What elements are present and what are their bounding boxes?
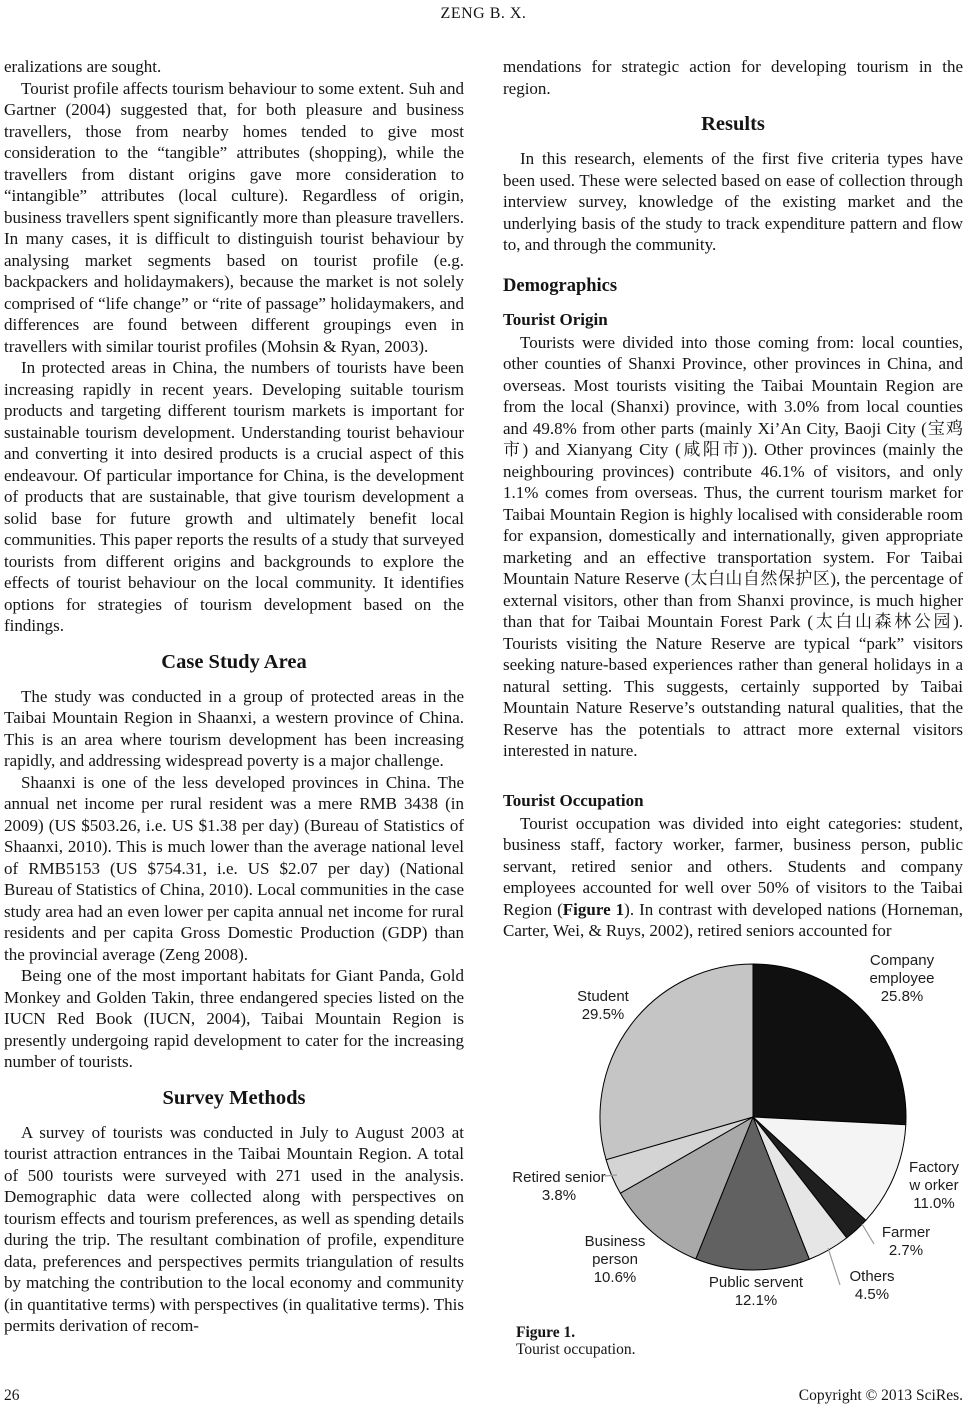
figure-1-pie-chart bbox=[503, 952, 967, 1310]
pie-label-line: 25.8% bbox=[880, 987, 924, 1005]
pie-label-student bbox=[533, 988, 673, 1024]
pie-label-line: Company bbox=[869, 951, 935, 969]
figure-1-caption bbox=[516, 1324, 963, 1359]
pie-label-line: Farmer bbox=[881, 1223, 931, 1241]
pie-label-line: Student bbox=[577, 987, 629, 1005]
pie-label-public-servent bbox=[683, 1274, 829, 1310]
paragraph-case-study-1: The study was conducted in a group of protected areas in the Taibai Mountain Region in Shaanxi, a western province of China. This is an area where tourism development has been increasing rapidly, and addressing widespread poverty is a major challenge. bbox=[4, 686, 464, 770]
paragraph-continuation-left: eralizations are sought. bbox=[4, 57, 162, 76]
heading-results: Results bbox=[701, 113, 765, 135]
pie-label-line: 11.0% bbox=[913, 1194, 955, 1212]
running-head: ZENG B. X. bbox=[440, 5, 527, 22]
pie-label-line: Public servent bbox=[708, 1273, 804, 1291]
pie-label-line: 10.6% bbox=[593, 1268, 637, 1286]
paragraph-protected-areas: In protected areas in China, the numbers of tourists have been increasing rapidly in recent years. Developing suitable tourism products and targeting different tourism markets is important for sustainable tourism development. Understanding tourist behaviour and converting it into desired products is a crucial aspect of this endeavour. Of particular importance for China, is the development of products that are sustainable, that give tourism development a solid base for future growth and ultimately benefit local communities. This paper reports the results of a study that surveyed tourists from different origins and backgrounds to explore the effects of tourist behaviour on the local community. It identifies options for strategies of tourism development based on the findings. bbox=[4, 358, 465, 635]
pie-label-retired-senior bbox=[500, 1169, 618, 1205]
pie-label-line: person bbox=[592, 1250, 638, 1268]
page-number: 26 bbox=[4, 1387, 20, 1404]
page-columns bbox=[4, 56, 963, 1359]
pie-label-line: 12.1% bbox=[734, 1291, 778, 1309]
left-column bbox=[4, 56, 464, 1359]
pie-label-line: Retired senior bbox=[512, 1168, 606, 1186]
pie-label-farmer bbox=[868, 1224, 944, 1260]
paragraph-case-study-3: Being one of the most important habitats for Giant Panda, Gold Monkey and Golden Takin, three endangered species listed on the IUCN Red Book (IUCN, 2004), Taibai Mountain Region is presently undergoing rapid development to cater for the increasing number of tourists. bbox=[4, 966, 464, 1071]
pie-label-line: w orker bbox=[909, 1176, 959, 1194]
paragraph-case-study-2: Shaanxi is one of the less developed provinces in China. The annual net income per rural resident was a mere RMB 3438 (in 2009) (US $503.26, i.e. US $1.38 per day) (Bureau of Statistics of Shaanxi, 2010). This is much lower than the average national level of RMB5153 (US $754.31, i.e. US $2.07 per day) (National Bureau of Statistics of China, 2010). Local communities in the case study area had an even lower per capita annual net income for rural residents and per capita Gross Domestic Production (GDP) than the provincial average (Zeng 2008). bbox=[4, 772, 464, 964]
figure-caption-label: Figure 1. bbox=[516, 1323, 576, 1341]
paragraph-results: In this research, elements of the first five criteria types have been used. These were selected based on ease of collection through interview survey, knowledge of the existing market and the underlying basis of the study to track expenditure pattern and flow to, and through the community. bbox=[503, 149, 963, 254]
pie-label-business-person bbox=[560, 1233, 670, 1287]
paragraph-tourist-occupation bbox=[503, 813, 963, 942]
pie-label-others bbox=[834, 1268, 910, 1304]
figure-1-reference: Figure 1 bbox=[562, 899, 625, 919]
paragraph-survey-methods: A survey of tourists was conducted in July to August 2003 at tourist attraction entrances in the Taibai Mountain Region. A total of 500 tourists were surveyed with 271 used in the analysis. Demographic data were collected along with perspectives on tourism effects and tourism preferences, as well as spending details during the trip. The resultant combination of profile, expenditure data, preferences and perspectives permits triangulation of results by matching the contribution to the local economy and community (in quantitative terms) with perspectives (in qualitative terms). This permits derivation of recom- bbox=[4, 1122, 464, 1335]
heading-case-study-area: Case Study Area bbox=[161, 650, 307, 673]
pie-label-line: Business bbox=[584, 1232, 646, 1250]
right-column bbox=[503, 56, 963, 1359]
paragraph-continuation-right: mendations for strategic action for developing tourism in the region. bbox=[503, 57, 963, 98]
occupation-text-after: ). In contrast with developed nations (Horneman, Carter, Wei, & Ruys, 2002), retired seniors accounted for bbox=[503, 899, 963, 940]
pie-label-line: employee bbox=[869, 969, 935, 987]
paragraph-tourist-origin: Tourists were divided into those coming from: local counties, other counties of Shanxi Province, other provinces in China, and overseas. Most tourists visiting the Taibai Mountain Region are from the local (Shanxi) province, with 3.0% from local counties and 49.8% from other parts (mainly Xi’An City, Baoji City (宝鸡市) and Xianyang City (咸阳市)). Other provinces (mainly the neighbouring provinces) contribute 46.1% of visitors, and only 1.1% comes from overseas. Thus, the current tourism market for Taibai Mountain Region is highly localised with considerable room for expansion, domestically and internationally, given appropriate marketing and an effective transportation system. For Taibai Mountain Nature Reserve (太白山自然保护区), the percentage of external visitors, other than from Shanxi province, is much higher than that for Taibai Mountain Forest Park (太白山森林公园). Tourists visiting the Nature Reserve are typical “park” visitors seeking nature-based experiences rather than general holidays in a natural setting. This suggests, certainly supported by Taibai Mountain Nature Reserve’s outstanding natural qualities, that the Reserve has the potentials to attract more external visitors interested in nature. bbox=[503, 332, 963, 760]
occupation-text-before: Tourist occupation was divided into eight categories: student, business staff, factory worker, farmer, business person, public servant, retired senior and others. Students and company employees accounted for well over 50% of visitors to the Taibai Region ( bbox=[503, 813, 963, 919]
pie-label-line: 2.7% bbox=[888, 1241, 924, 1259]
heading-survey-methods: Survey Methods bbox=[162, 1086, 306, 1109]
pie-label-line: 4.5% bbox=[854, 1285, 890, 1303]
pie-label-line: 3.8% bbox=[541, 1186, 577, 1204]
heading-tourist-origin: Tourist Origin bbox=[503, 309, 608, 329]
pie-label-line: Factory bbox=[908, 1158, 959, 1176]
copyright-notice: Copyright © 2013 SciRes. bbox=[798, 1387, 963, 1404]
figure-caption-text: Tourist occupation. bbox=[516, 1341, 636, 1358]
pie-label-line: 29.5% bbox=[581, 1005, 625, 1023]
pie-label-line: Others bbox=[849, 1267, 895, 1285]
heading-tourist-occupation: Tourist Occupation bbox=[503, 790, 644, 810]
pie-label-factory-worker bbox=[899, 1159, 967, 1213]
heading-demographics: Demographics bbox=[503, 275, 618, 296]
paragraph-tourist-profile: Tourist profile affects tourism behaviour to some extent. Suh and Gartner (2004) suggested that, for both pleasure and business travellers, those from nearby homes tended to give most consideration to the “tangible” attributes (shopping), while the travellers from distant origins gave more consideration to “intangible” attributes (local culture). Regardless of origin, business travellers spent significantly more than pleasure travellers. In many cases, it is difficult to distinguish tourist behaviour by analysing market segments based on tourist profile (e.g. backpackers and holidaymakers), because the market is not solely comprised of “life change” or “rite of passage” holidaymakers, and differences are found between different groupings even in travellers with similar tourist profiles (Mohsin & Ryan, 2003). bbox=[4, 78, 464, 356]
pie-label-company-employee bbox=[832, 952, 967, 1006]
